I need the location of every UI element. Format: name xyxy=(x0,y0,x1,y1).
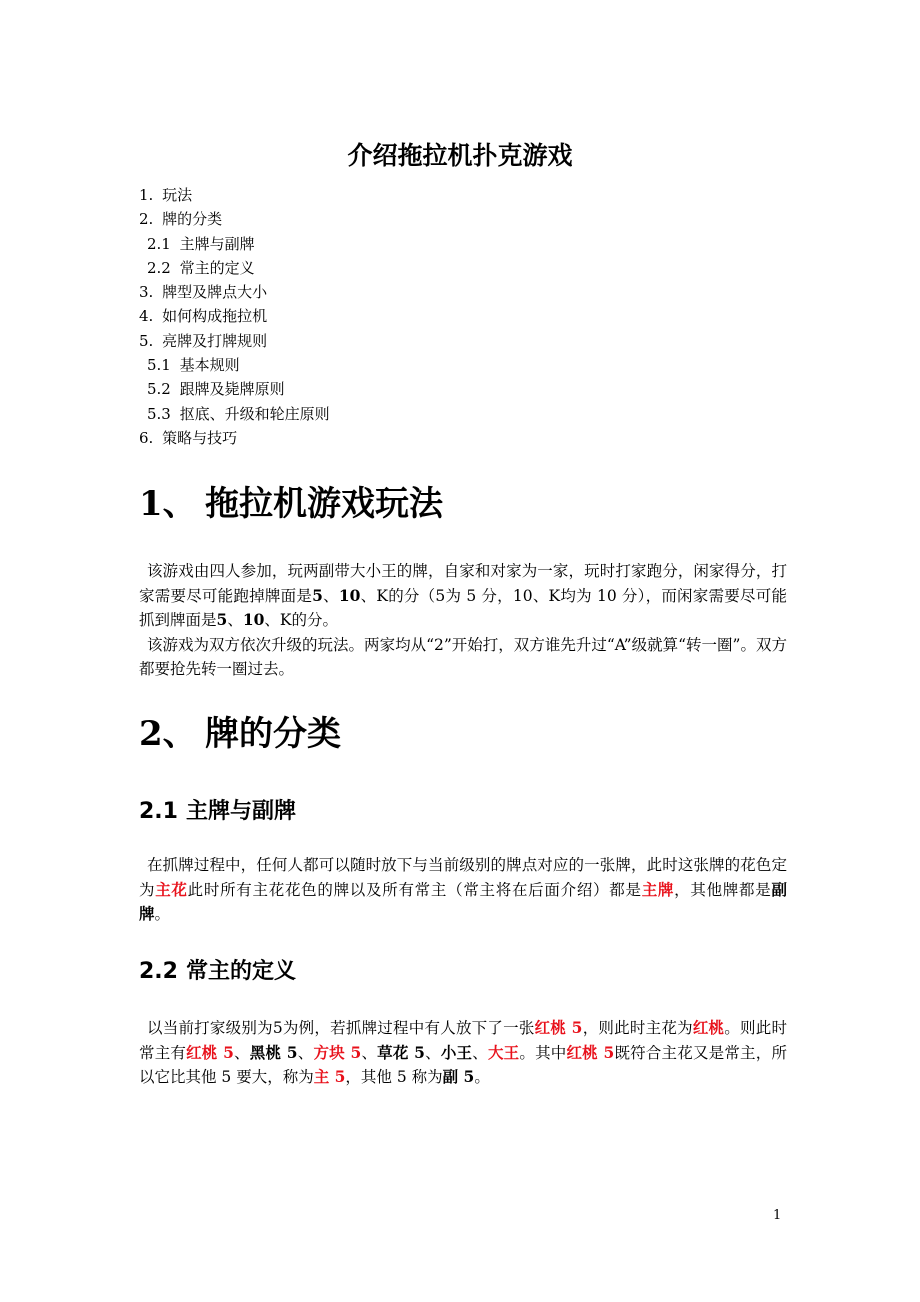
highlight-term: 主花 xyxy=(155,879,188,899)
text-run: ，其他牌都是 xyxy=(674,880,772,899)
text-run-bold: 副 5 xyxy=(442,1067,475,1086)
section-2-heading xyxy=(139,712,341,756)
text-run-bold: 5 xyxy=(312,585,323,605)
text-run-bold: 副牌 xyxy=(139,879,787,923)
text-run: 在抓牌过程中，任何人都可以随时放下与当前级别的牌点对应的一张牌，此时这张牌的花色定为 xyxy=(139,856,787,899)
toc-item-label: 牌型及牌点大小 xyxy=(162,283,268,302)
text-run: 、 xyxy=(297,1043,314,1062)
toc-item-number: 2.2 xyxy=(147,258,171,277)
toc-item-number: 1. xyxy=(139,186,154,204)
toc-item[interactable] xyxy=(139,183,330,207)
text-run: 、 xyxy=(360,586,377,605)
text-run: 。 xyxy=(154,905,171,923)
text-run: 的分（5为 5 分，10、K均为 10 分），而闲家需要尽可能抓到牌面是 xyxy=(139,586,787,629)
highlight-term: 红桃 5 xyxy=(566,1042,615,1062)
toc-item[interactable] xyxy=(139,426,330,450)
text-run-bold: 5 xyxy=(216,610,228,629)
subsection-number: 2.2 xyxy=(139,959,178,984)
paragraph xyxy=(139,1016,787,1090)
text-run-bold: 草花 5 xyxy=(377,1042,425,1062)
text-run: 、 xyxy=(424,1043,441,1062)
text-run: K xyxy=(279,611,292,629)
toc-subitem[interactable] xyxy=(139,353,330,377)
text-run-bold: 黑桃 5 xyxy=(249,1042,298,1062)
table-of-contents xyxy=(139,183,330,450)
toc-item-number: 6. xyxy=(139,428,154,447)
toc-item[interactable] xyxy=(139,280,330,304)
text-run: 、 xyxy=(227,611,243,629)
text-run: 、 xyxy=(264,611,280,629)
text-run: 。其中 xyxy=(519,1043,567,1062)
toc-item-label: 牌的分类 xyxy=(162,210,223,229)
toc-item-label: 主牌与副牌 xyxy=(179,234,255,253)
paragraph: 该游戏为双方依次升级的玩法。两家均从“2”开始打，双方谁先升过“A”级就算“转一圈”。双方都要抢先转一圈过去。 xyxy=(139,635,787,678)
highlight-term: 红桃 xyxy=(692,1018,725,1037)
toc-item-label: 基本规则 xyxy=(179,356,240,375)
subsection-2-2-body xyxy=(139,1016,787,1090)
toc-subitem[interactable] xyxy=(139,256,330,280)
subsection-2-1-heading xyxy=(139,797,296,827)
toc-item-label: 常主的定义 xyxy=(179,258,255,277)
subsection-2-2-heading xyxy=(139,957,296,987)
subsection-number: 2.1 xyxy=(139,799,178,824)
toc-item-label: 亮牌及打牌规则 xyxy=(162,331,268,350)
toc-item-number: 5.1 xyxy=(147,356,171,375)
text-run: 、 xyxy=(233,1043,250,1062)
text-run-bold: 10 xyxy=(242,610,265,629)
subsection-title: 主牌与副牌 xyxy=(185,799,296,824)
toc-item[interactable] xyxy=(139,207,330,231)
toc-item[interactable] xyxy=(139,329,330,353)
text-run: 、 xyxy=(472,1043,488,1062)
text-run: 。 xyxy=(474,1068,490,1086)
text-run: ，其他 5 称为 xyxy=(345,1068,443,1086)
text-run-bold: 10 xyxy=(338,585,361,605)
text-run: 。则此时常主有 xyxy=(139,1019,787,1062)
toc-item[interactable] xyxy=(139,304,330,328)
highlight-term: 红桃 5 xyxy=(534,1018,583,1037)
paragraph xyxy=(139,559,787,633)
text-run: ，则此时主花为 xyxy=(582,1019,693,1037)
text-run: K xyxy=(376,586,388,605)
paragraph xyxy=(139,853,787,927)
toc-item-label: 抠底、升级和轮庄原则 xyxy=(179,404,330,423)
section-number: 1、 xyxy=(139,484,197,524)
text-run: 该游戏由四人参加，玩两副带大小王的牌，自家和对家为一家，玩时打家跑分，闲家得分，打家需要尽可能跑掉牌面是 xyxy=(139,562,787,605)
text-run: 既符合主花又是常主，所以它比其他 5 要大，称为 xyxy=(139,1043,787,1086)
text-run: 以当前打家级别为5为例，若抓牌过程中有人放下了一张 xyxy=(147,1019,535,1037)
subsection-2-1-body xyxy=(139,853,787,927)
toc-item-label: 跟牌及毙牌原则 xyxy=(179,380,285,399)
subsection-title: 常主的定义 xyxy=(185,959,296,984)
section-title: 牌的分类 xyxy=(205,714,341,754)
toc-subitem[interactable] xyxy=(139,377,330,401)
text-run: 此时所有主花花色的牌以及所有常主（常主将在后面介绍）都是 xyxy=(187,880,642,899)
text-run: 的分。 xyxy=(291,611,339,629)
section-title: 拖拉机游戏玩法 xyxy=(205,484,443,524)
toc-subitem[interactable] xyxy=(139,232,330,256)
toc-item-label: 玩法 xyxy=(162,186,193,204)
toc-item-label: 策略与技巧 xyxy=(162,428,238,447)
toc-subitem[interactable] xyxy=(139,402,330,426)
toc-item-label: 如何构成拖拉机 xyxy=(162,307,268,326)
section-number: 2、 xyxy=(139,714,197,754)
toc-item-number: 5.2 xyxy=(147,380,171,399)
text-run-bold: 小王 xyxy=(440,1042,473,1062)
toc-item-number: 4. xyxy=(139,307,154,326)
text-run: 、 xyxy=(322,586,339,605)
toc-item-number: 2.1 xyxy=(147,234,171,253)
toc-item-number: 5.3 xyxy=(147,404,171,423)
section-1-body xyxy=(139,559,787,682)
toc-item-number: 2. xyxy=(139,210,154,229)
page-number: 1 xyxy=(773,1208,782,1223)
highlight-term: 红桃 5 xyxy=(186,1042,234,1062)
toc-item-number: 3. xyxy=(139,283,154,302)
section-1-heading xyxy=(139,482,443,526)
toc-item-number: 5. xyxy=(139,331,154,350)
highlight-term: 大王 xyxy=(487,1042,520,1062)
document-title: 介绍拖拉机扑克游戏 xyxy=(347,141,573,170)
highlight-term: 方块 5 xyxy=(313,1042,362,1062)
highlight-term: 主 5 xyxy=(313,1067,346,1086)
highlight-term: 主牌 xyxy=(641,879,675,899)
text-run: 、 xyxy=(361,1043,378,1062)
